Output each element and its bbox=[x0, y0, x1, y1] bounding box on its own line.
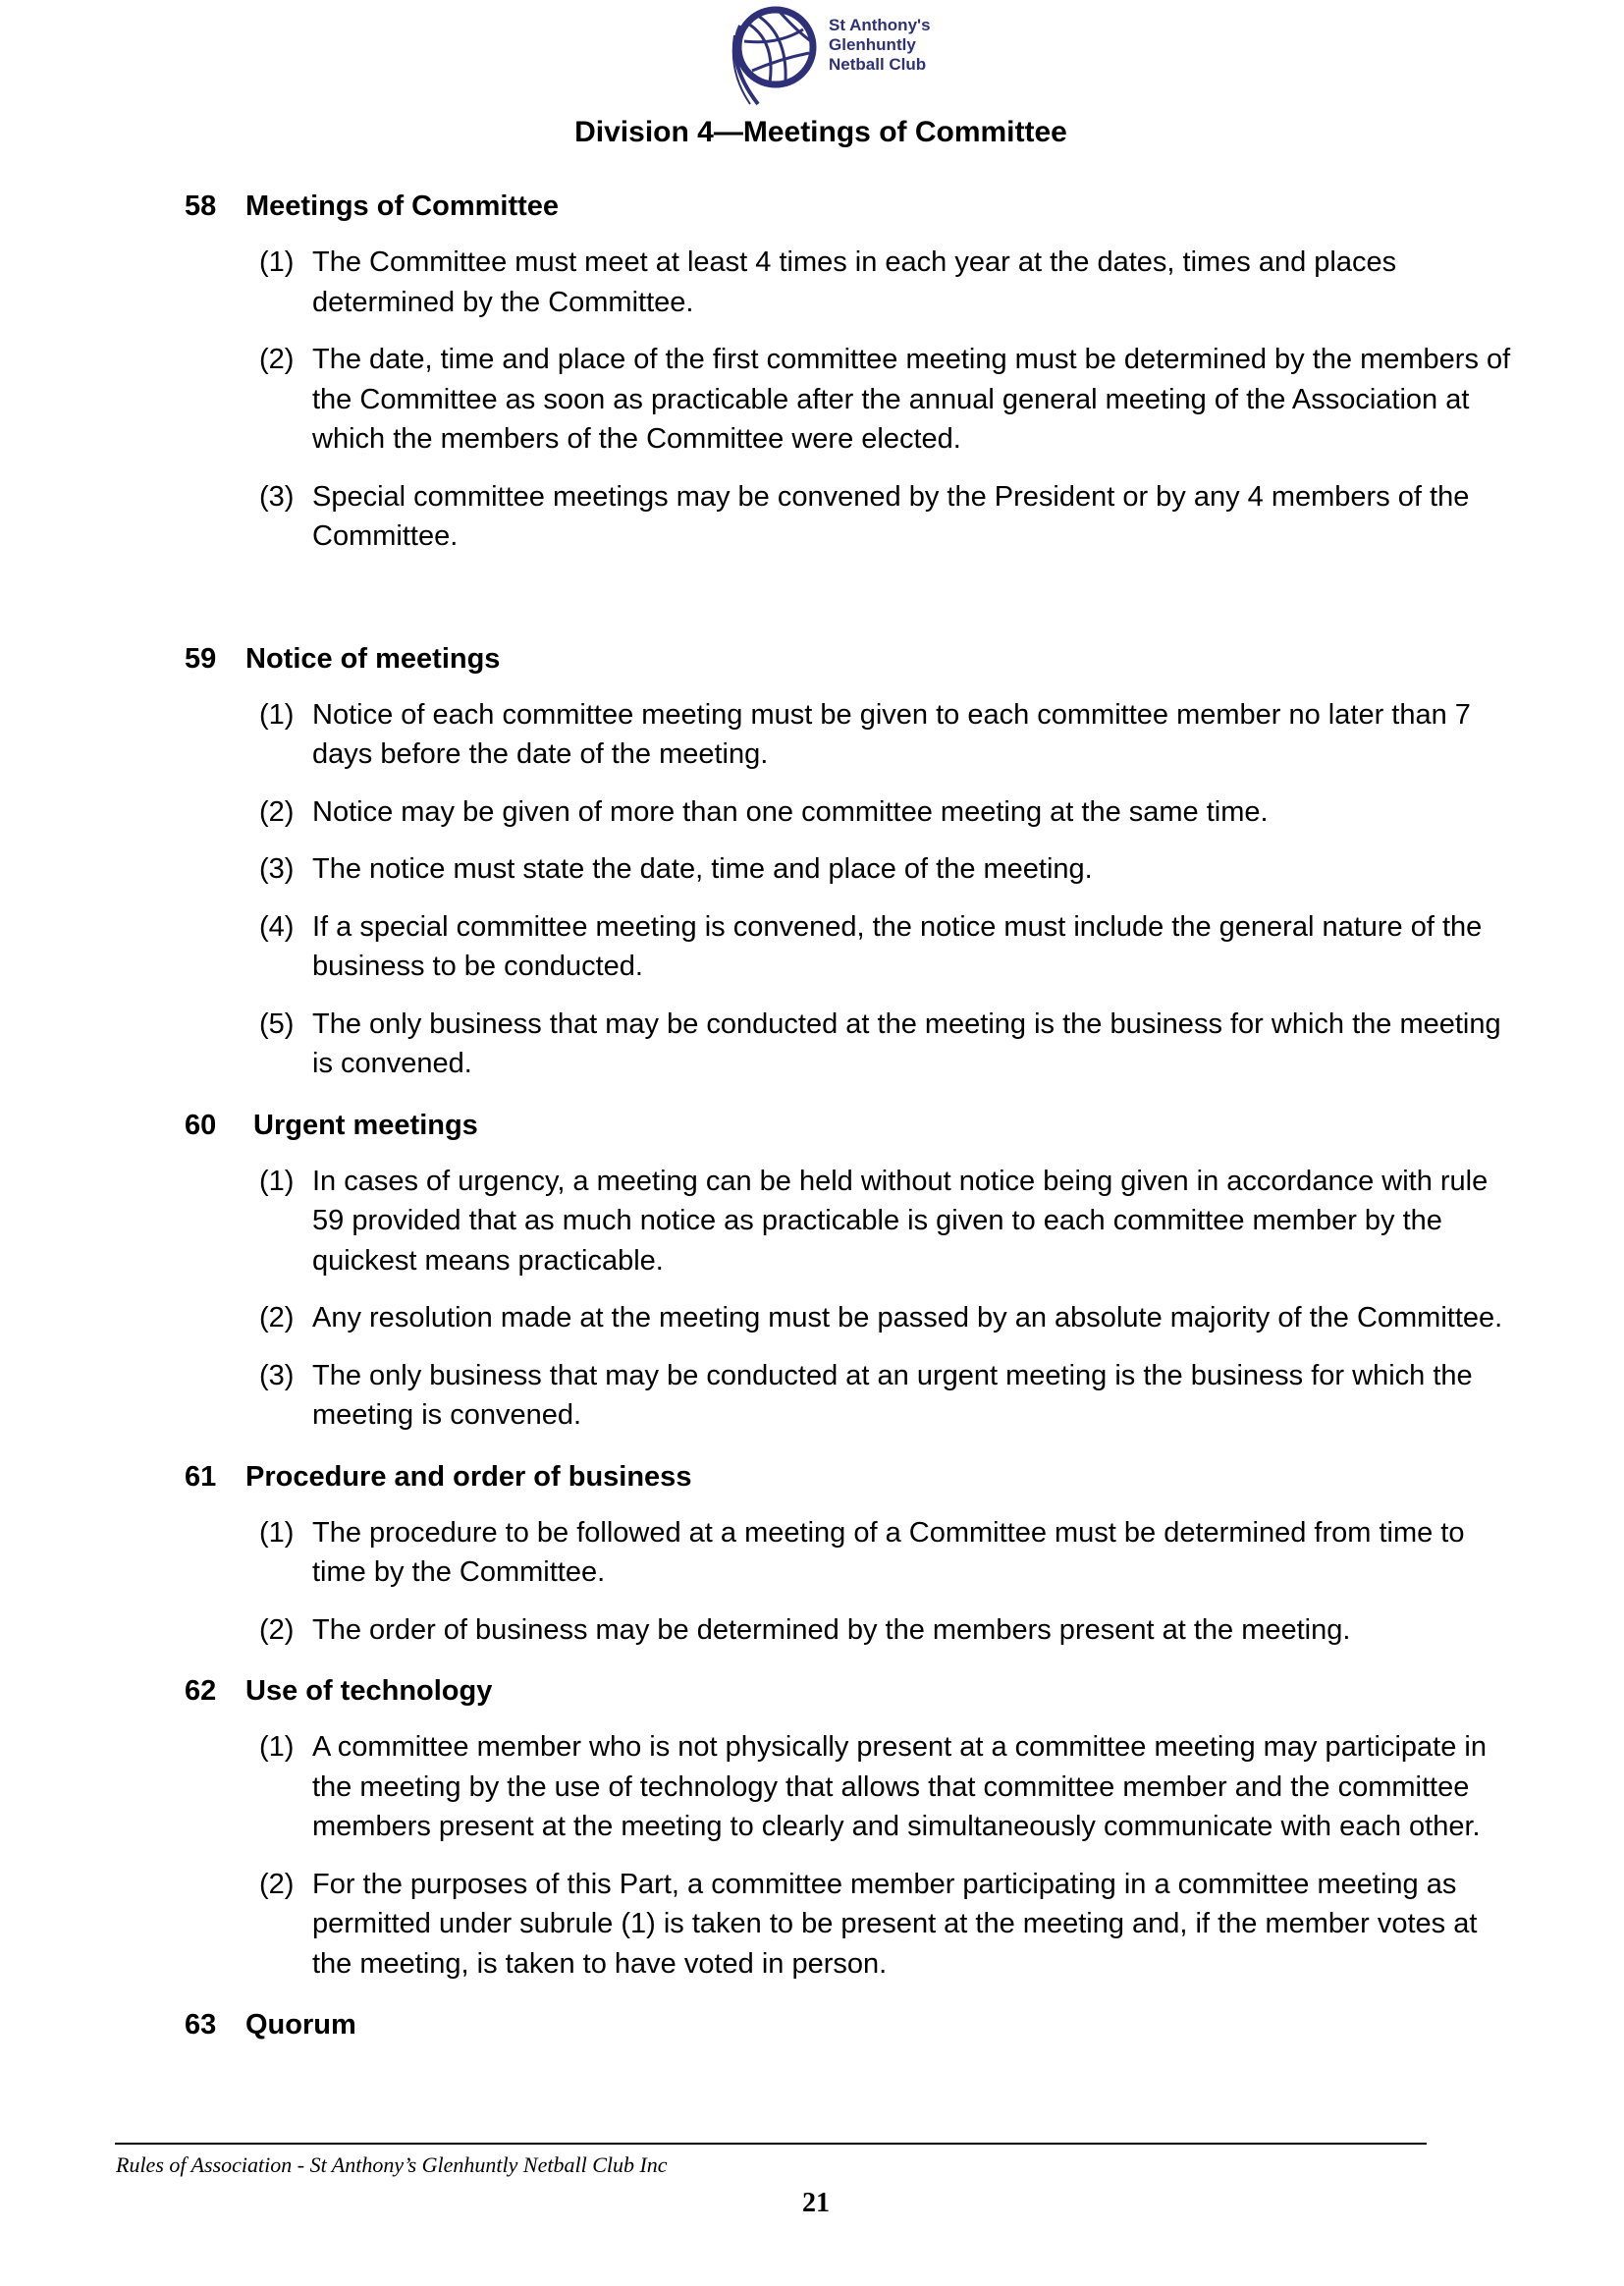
rule-heading bbox=[185, 187, 1520, 226]
rule-section bbox=[185, 1106, 1520, 1436]
rule-heading bbox=[185, 1106, 1520, 1145]
rule-section bbox=[185, 2005, 1520, 2044]
subrule-text: If a special committee meeting is convened, the notice must include the general nature of the business to be conducted. bbox=[312, 910, 1483, 982]
subrule-number: (3) bbox=[259, 480, 295, 513]
subrule-text: Notice of each committee meeting must be given to each committee member no later than 7 days before the date of the meeting. bbox=[312, 698, 1471, 770]
subrule-text: The date, time and place of the first committee meeting must be determined by the members of the Committee as soon as practicable after the annual general meeting of the Association at which the members of the Committee were elected. bbox=[312, 344, 1511, 455]
subrule-number: (2) bbox=[259, 1302, 295, 1334]
logo-line: St Anthony's bbox=[829, 16, 931, 34]
subrule-number: (1) bbox=[259, 698, 295, 731]
division-title: Division 4—Meetings of Committee bbox=[574, 116, 1067, 148]
subrule-number: (2) bbox=[259, 1868, 295, 1900]
rule-title: Use of technology bbox=[245, 1675, 493, 1707]
subrule bbox=[259, 1865, 1520, 1985]
rule-section bbox=[185, 639, 1520, 1084]
subrule-number: (1) bbox=[259, 1731, 295, 1763]
subrule bbox=[259, 907, 1520, 987]
logo-line: Glenhuntly bbox=[829, 35, 916, 54]
subrule-number: (1) bbox=[259, 1165, 295, 1197]
rule-title: Quorum bbox=[245, 2009, 356, 2041]
subrule-number: (3) bbox=[259, 1359, 295, 1391]
subrule-number: (2) bbox=[259, 344, 295, 375]
subrule-number: (2) bbox=[259, 795, 295, 828]
rule-title: Urgent meetings bbox=[253, 1109, 478, 1141]
subrule bbox=[259, 1162, 1520, 1281]
subrule-text: In cases of urgency, a meeting can be held without notice being given in accordance with rule 59 provided that as much notice as practicable is given to each committee member by the quickest means practicable. bbox=[312, 1165, 1489, 1277]
footer-text: Rules of Association - St Anthony’s Glenhuntly Netball Club Inc bbox=[116, 2152, 668, 2177]
subrule-number: (4) bbox=[259, 910, 295, 943]
subrule-number: (3) bbox=[259, 853, 295, 885]
subrule bbox=[259, 1610, 1520, 1651]
subrule bbox=[259, 477, 1520, 557]
subrule-number: (1) bbox=[259, 246, 295, 278]
subrule bbox=[259, 1513, 1520, 1593]
rule-number: 61 bbox=[185, 1460, 217, 1493]
subrule bbox=[259, 1298, 1520, 1338]
rule-number: 58 bbox=[185, 190, 217, 222]
subrule bbox=[259, 1727, 1520, 1847]
rule-number: 62 bbox=[185, 1675, 217, 1707]
subrule-number: (5) bbox=[259, 1007, 295, 1040]
rule-number: 59 bbox=[185, 642, 217, 675]
subrule-text: A committee member who is not physically present at a committee meeting may participate in the meeting by the use of technology that allows that committee member and the committee members present at the meeting to clearly and simultaneously communicate with each other. bbox=[312, 1731, 1487, 1842]
rule-title: Meetings of Committee bbox=[245, 190, 560, 222]
subrule-text: For the purposes of this Part, a committee member participating in a committee meeting as permitted under subrule (1) is taken to be present at the meeting and, if the member votes at the meeting, is taken to have voted in person. bbox=[312, 1868, 1478, 1980]
rule-heading bbox=[185, 2005, 1520, 2044]
subrule-text: The only business that may be conducted at an urgent meeting is the business for which the meeting is convened. bbox=[312, 1359, 1473, 1431]
subrule bbox=[259, 695, 1520, 775]
subrule-text: Any resolution made at the meeting must be passed by an absolute majority of the Committee. bbox=[312, 1302, 1503, 1334]
subrule bbox=[259, 243, 1520, 322]
rule-title: Notice of meetings bbox=[245, 642, 501, 675]
rule-heading bbox=[185, 1457, 1520, 1497]
subrule-text: The order of business may be determined by the members present at the meeting. bbox=[312, 1613, 1351, 1646]
subrule bbox=[259, 340, 1520, 460]
subrule bbox=[259, 792, 1520, 833]
subrule-text: The Committee must meet at least 4 times in each year at the dates, times and places determined by the Committee. bbox=[312, 246, 1397, 318]
subrule bbox=[259, 1356, 1520, 1436]
subrule bbox=[259, 849, 1520, 890]
rule-heading bbox=[185, 1671, 1520, 1711]
rule-section bbox=[185, 1671, 1520, 1984]
netball-icon bbox=[719, 2, 827, 108]
subrule-number: (2) bbox=[259, 1613, 295, 1646]
rule-number: 60 bbox=[185, 1109, 217, 1141]
club-logo bbox=[719, 2, 954, 108]
rule-title: Procedure and order of business bbox=[245, 1460, 692, 1493]
subrule-text: Special committee meetings may be convened by the President or by any 4 members of the Committee. bbox=[312, 480, 1470, 552]
logo-text bbox=[829, 16, 931, 75]
footer-divider bbox=[115, 2143, 1427, 2145]
rule-section bbox=[185, 1457, 1520, 1651]
subrule-number: (1) bbox=[259, 1516, 295, 1549]
subrule bbox=[259, 1005, 1520, 1084]
subrule-text: The only business that may be conducted at the meeting is the business for which the meeting is convened. bbox=[312, 1007, 1501, 1079]
subrule-text: The procedure to be followed at a meeting of a Committee must be determined from time to time by the Committee. bbox=[312, 1516, 1465, 1588]
subrule-text: Notice may be given of more than one committee meeting at the same time. bbox=[312, 795, 1269, 828]
rule-number: 63 bbox=[185, 2009, 217, 2041]
rules-content bbox=[185, 187, 1520, 2044]
subrule-text: The notice must state the date, time and place of the meeting. bbox=[312, 853, 1093, 885]
page-number: 21 bbox=[802, 2188, 830, 2218]
rule-heading bbox=[185, 639, 1520, 679]
rule-section bbox=[185, 187, 1520, 557]
logo-line: Netball Club bbox=[829, 55, 927, 74]
